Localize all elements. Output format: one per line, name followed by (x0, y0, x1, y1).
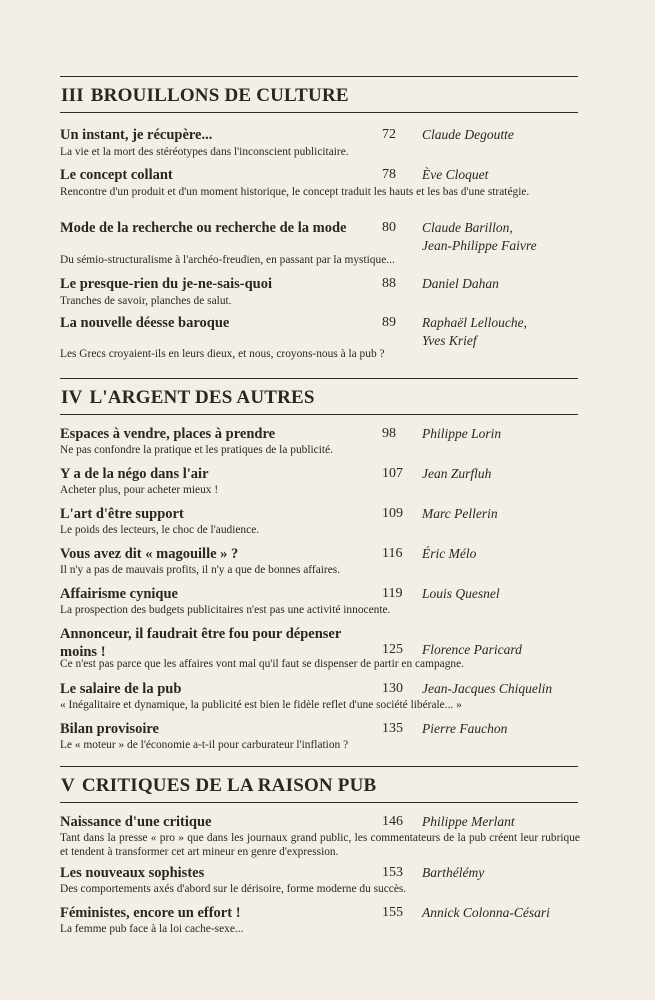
entry-page-number: 78 (382, 167, 396, 182)
entry-page-number: 135 (382, 721, 403, 736)
entry-author: Philippe Lorin (422, 426, 502, 441)
entry-description: Du sémio-structuralisme à l'archéo-freudien, en passant par la mystique... (60, 254, 395, 266)
entry-page-number: 89 (382, 315, 396, 330)
entry-page-number: 72 (382, 127, 396, 142)
section-iv (60, 378, 578, 415)
entry-title: Annonceur, il faudrait être fou pour dépenser moins ! (60, 626, 342, 660)
entry-description: La vie et la mort des stéréotypes dans l'inconscient publicitaire. (60, 146, 349, 158)
entry-title: Naissance d'une critique (60, 814, 212, 830)
entry-author (422, 219, 582, 255)
entry-page-number: 130 (382, 681, 403, 696)
entry-author (422, 314, 582, 350)
entry-page-number: 88 (382, 276, 396, 291)
entry-author: Pierre Fauchon (422, 721, 508, 736)
entry-description: Acheter plus, pour acheter mieux ! (60, 484, 219, 496)
entry-description: Le « moteur » de l'économie a-t-il pour carburateur l'inflation ? (60, 739, 349, 751)
entry-description: La femme pub face à la loi cache-sexe... (60, 923, 244, 935)
entry-author: Jean-Jacques Chiquelin (422, 681, 553, 696)
entry-author: Annick Colonna-Césari (422, 905, 550, 920)
entry-page-number: 98 (382, 426, 396, 441)
entry-title: Affairisme cynique (60, 586, 178, 602)
section-heading: L'ARGENT DES AUTRES (89, 387, 315, 408)
entry-page-number: 125 (382, 642, 403, 657)
section-v (60, 766, 578, 803)
section-bottom-rule (60, 112, 578, 113)
section-numeral: V (61, 775, 75, 796)
entry-page-number: 80 (382, 220, 396, 235)
section-numeral: III (61, 85, 84, 106)
entry-author: Claude Degoutte (422, 127, 514, 142)
entry-page-number: 109 (382, 506, 403, 521)
entry-description: Tranches de savoir, planches de salut. (60, 295, 232, 307)
entry-description: Des comportements axés d'abord sur le dérisoire, forme moderne du succès. (60, 883, 407, 895)
entry-title: La nouvelle déesse baroque (60, 315, 230, 331)
entry-title: Le presque-rien du je-ne-sais-quoi (60, 276, 273, 292)
section-title (60, 77, 578, 112)
entry-page-number: 153 (382, 865, 403, 880)
entry-description: « Inégalitaire et dynamique, la publicité est bien le fidèle reflet d'une société libérale... » (60, 699, 462, 711)
entry-author-line-2: Yves Krief (422, 333, 477, 348)
entry-description: Les Grecs croyaient-ils en leurs dieux, et nous, croyons-nous à la pub ? (60, 348, 385, 360)
entry-title: Vous avez dit « magouille » ? (60, 546, 239, 562)
entry-description: Ce n'est pas parce que les affaires vont mal qu'il faut se dispenser de partir en campagne. (60, 658, 465, 670)
entry-page-number: 155 (382, 905, 403, 920)
entry-description: Ne pas confondre la pratique et les pratiques de la publicité. (60, 444, 333, 456)
section-title (60, 767, 578, 802)
entry-author: Jean Zurfluh (422, 466, 492, 481)
entry-author: Éric Mélo (422, 546, 477, 561)
section-title (60, 379, 578, 414)
entry-author: Ève Cloquet (422, 167, 489, 182)
entry-title: Les nouveaux sophistes (60, 865, 205, 881)
entry-author-line-2: Jean-Philippe Faivre (422, 238, 537, 253)
entry-page-number: 146 (382, 814, 403, 829)
entry-author: Marc Pellerin (422, 506, 498, 521)
entry-title: Féministes, encore un effort ! (60, 905, 241, 921)
entry-page-number: 119 (382, 586, 403, 601)
entry-author-line-1: Claude Barillon, (422, 220, 513, 235)
entry-description: Tant dans la presse « pro » que dans les journaux grand public, les commentateurs de la pub créent leur rubrique et tendent à transformer cet art mineur en genre d'expression. (60, 832, 580, 858)
entry-title: Bilan provisoire (60, 721, 159, 737)
entry-description: Rencontre d'un produit et d'un moment historique, le concept traduit les hauts et les bas d'une stratégie. (60, 186, 530, 198)
entry-title: Mode de la recherche ou recherche de la mode (60, 220, 347, 236)
entry-title: Un instant, je récupère... (60, 127, 213, 143)
entry-title: Y a de la négo dans l'air (60, 466, 209, 482)
section-heading: CRITIQUES DE LA RAISON PUB (81, 775, 377, 796)
section-numeral: IV (61, 387, 83, 408)
entry-description: La prospection des budgets publicitaires n'est pas une activité innocente. (60, 604, 391, 616)
entry-title: Le salaire de la pub (60, 681, 182, 697)
entry-title: Espaces à vendre, places à prendre (60, 426, 276, 442)
entry-page-number: 116 (382, 546, 403, 561)
entry-author: Barthélémy (422, 865, 485, 880)
entry-author: Philippe Merlant (422, 814, 515, 829)
entry-page-number: 107 (382, 466, 403, 481)
entry-description: Il n'y a pas de mauvais profits, il n'y a que de bonnes affaires. (60, 564, 341, 576)
entry-author: Louis Quesnel (422, 586, 500, 601)
entry-author-line-1: Raphaël Lellouche, (422, 315, 527, 330)
entry-title: L'art d'être support (60, 506, 184, 522)
entry-author: Daniel Dahan (422, 276, 499, 291)
entry-author: Florence Paricard (422, 642, 522, 657)
entry-description: Le poids des lecteurs, le choc de l'audience. (60, 524, 260, 536)
entry-title: Le concept collant (60, 167, 173, 183)
section-bottom-rule (60, 414, 578, 415)
section-bottom-rule (60, 802, 578, 803)
section-heading: BROUILLONS DE CULTURE (90, 85, 349, 106)
section-iii (60, 76, 578, 113)
